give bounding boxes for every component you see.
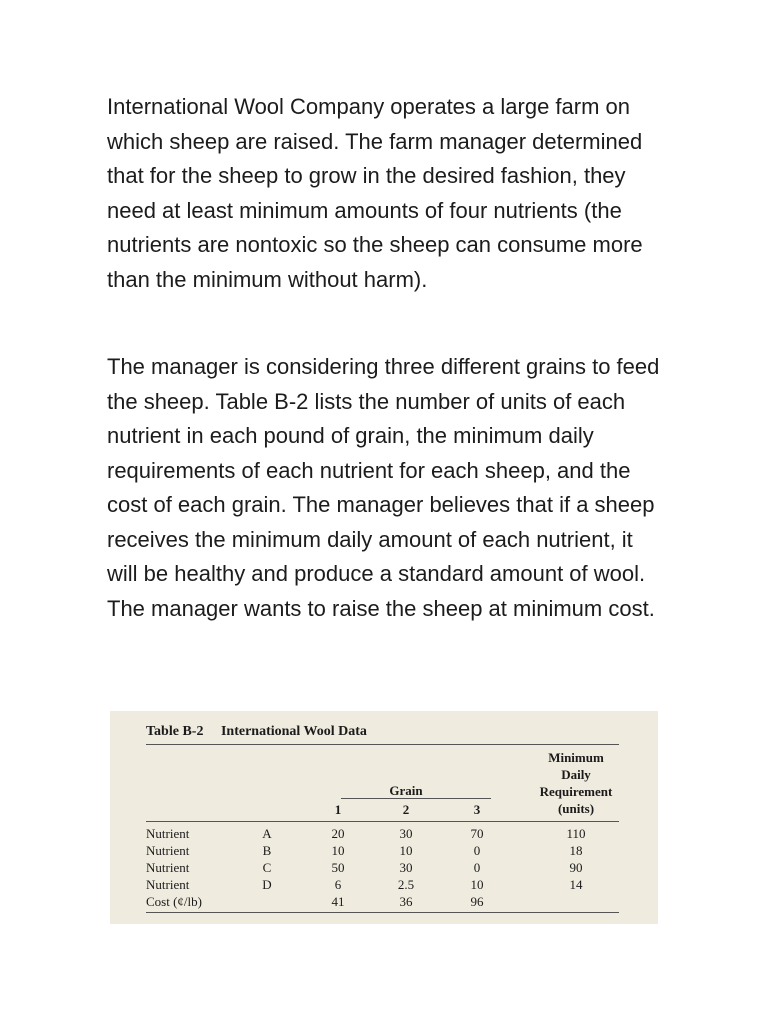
table-cell: 30 xyxy=(399,826,413,841)
row-label: Nutrient xyxy=(146,826,190,841)
table-cell: 30 xyxy=(399,860,413,875)
requirement-header-line-4: (units) xyxy=(557,801,595,816)
table-cell: 2.5 xyxy=(397,877,415,892)
table-cell: 0 xyxy=(473,860,481,875)
table-number: Table B-2 xyxy=(146,724,204,739)
table-cell: 50 xyxy=(331,860,345,875)
table-title xyxy=(146,724,367,740)
requirement-header-line-3: Requirement xyxy=(539,784,613,799)
table-bottom-rule xyxy=(146,912,619,913)
requirement-cell: 110 xyxy=(566,826,586,841)
requirement-cell: 14 xyxy=(569,877,583,892)
row-label: Nutrient xyxy=(146,877,190,892)
nutrient-code: C xyxy=(262,860,272,875)
grain-column-2: 2 xyxy=(402,802,410,817)
table-cell: 6 xyxy=(334,877,342,892)
nutrient-code: D xyxy=(262,877,272,892)
table-caption: International Wool Data xyxy=(220,724,367,739)
grain-column-3: 3 xyxy=(473,802,481,817)
requirement-cell: 90 xyxy=(569,860,583,875)
international-wool-data-table xyxy=(110,711,658,924)
cost-cell: 36 xyxy=(399,894,413,909)
requirement-cell: 18 xyxy=(569,843,583,858)
requirement-header-line-2: Daily xyxy=(561,767,591,782)
table-cell: 10 xyxy=(470,877,484,892)
grain-header: Grain xyxy=(389,783,423,798)
grain-header-rule xyxy=(341,798,491,799)
table-cell: 0 xyxy=(473,843,481,858)
table-cell: 70 xyxy=(470,826,484,841)
table-cell: 10 xyxy=(331,843,345,858)
intro-paragraph: International Wool Company operates a large farm on which sheep are raised. The farm manager determined that for the sheep to grow in the desired fashion, they need at least minimum amounts of four nutrients (the nutrients are nontoxic so the sheep can consume more than the minimum without harm). xyxy=(107,94,643,292)
table-top-rule xyxy=(146,744,619,745)
problem-paragraph: The manager is considering three different grains to feed the sheep. Table B-2 lists the number of units of each nutrient in each pound of grain, the minimum daily requirements of each nutrient for each sheep, and the cost of each grain. The manager believes that if a sheep receives the minimum daily amount of each nutrient, it will be healthy and produce a standard amount of wool. The manager wants to raise the sheep at minimum cost. xyxy=(107,354,660,621)
grain-column-1: 1 xyxy=(334,802,342,817)
nutrient-code: B xyxy=(262,843,272,858)
nutrient-code: A xyxy=(262,826,272,841)
row-label: Nutrient xyxy=(146,843,190,858)
cost-cell: 96 xyxy=(470,894,484,909)
requirement-header xyxy=(531,749,621,817)
header-bottom-rule xyxy=(146,821,619,822)
cost-cell: 41 xyxy=(331,894,345,909)
row-label: Nutrient xyxy=(146,860,190,875)
table-cell: 20 xyxy=(331,826,345,841)
requirement-header-line-1: Minimum xyxy=(548,750,604,765)
cost-row-label: Cost (¢/lb) xyxy=(146,894,202,909)
table-cell: 10 xyxy=(399,843,413,858)
